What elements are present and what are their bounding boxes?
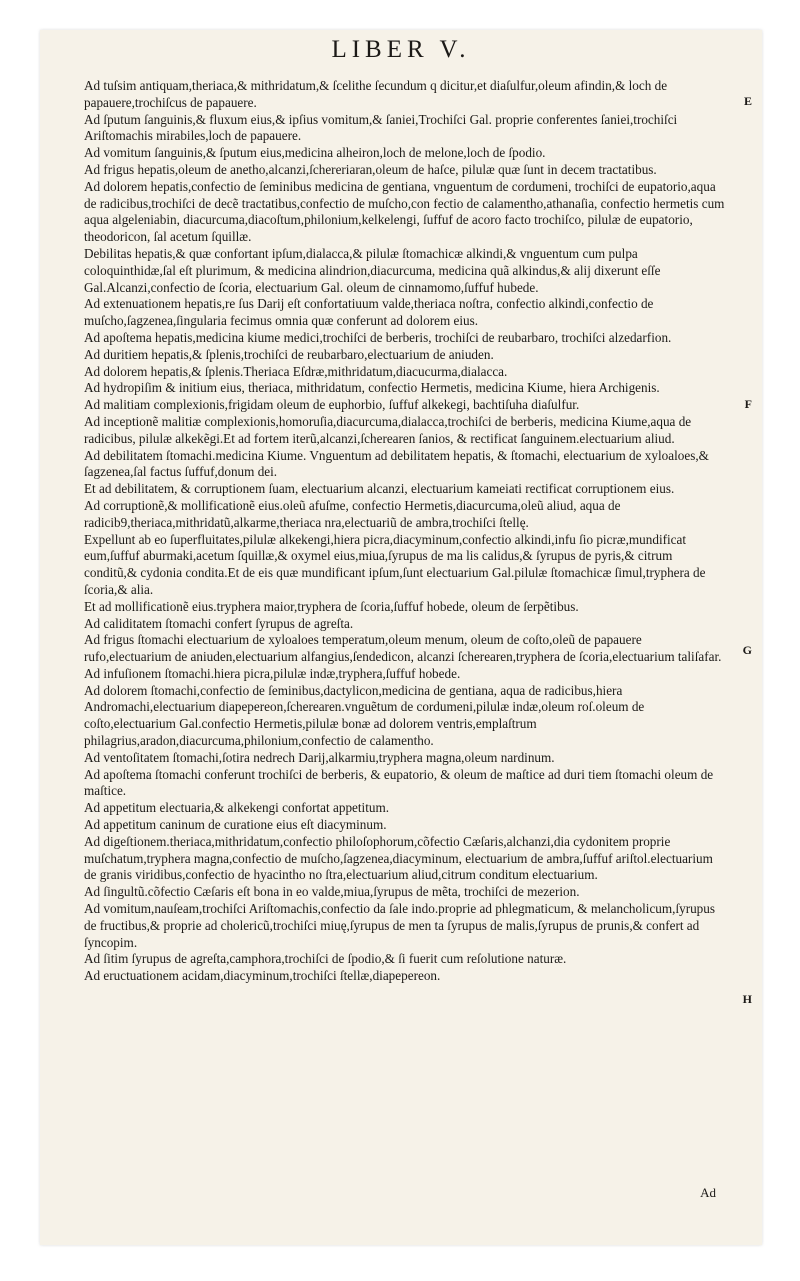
paragraph: Ad appetitum caninum de curatione eius eſt diacyminum.: [84, 817, 387, 833]
paragraph: Ad appetitum electuaria,& alkekengi confortat appetitum.: [84, 800, 390, 816]
paragraph: Et ad mollificationẽ eius.tryphera maior,tryphera de ſcoria,ſuffuf hobede, oleum de ſerpẽtibus.: [84, 598, 579, 614]
paragraph: Ad tuſsim antiquam,theriaca,& mithridatum,& ſcelithe ſecundum q dicitur,et diaſulfur,oleum afindin,& loch de papauere,trochiſcus de papauere.: [84, 78, 668, 110]
paragraph: Ad apoſtema ſtomachi conferunt trochiſci de berberis, & eupatorio, & oleum de maſtice ad duri tiem ſtomachi oleum de maſtice.: [84, 766, 714, 799]
paragraph: Ad digeſtionem.theriaca,mithridatum,confectio philoſophorum,cõfectio Cæſaris,alchanzi,dia cydonitem proprie muſchatum,tryphera magna,confectio de muſcho,ſagzenea,diacyminum, electuarium de ambra,ſuffuf ariſtol.electuarium de granis viridibus,confectio de hyacintho no ſtra,electuarium aliud,citrum conditum electuarium.: [84, 833, 713, 883]
paragraph: Ad extenuationem hepatis,re ſus Darij eſt confortatiuum valde,theriaca noſtra, confectio alkindi,confectio de muſcho,ſagzenea,ſingularia fecimus omnia quæ conferunt ad dolorem eius.: [84, 296, 654, 329]
paragraph: Ad frigus hepatis,oleum de anetho,alcanzi,ſchereriaran,oleum de haſce, pilulæ quæ ſunt in decem tractatibus.: [84, 161, 657, 177]
paragraph: Ad vomitum,nauſeam,trochiſci Ariſtomachis,confectio da ſale indo.proprie ad phlegmaticum, & melancholicum,ſyrupus de fructibus,& proprie ad cholericũ,trochiſci miuę,ſyrupus de men ta ſyrupus de malis,ſyrupus de prunis,& confert ad ſyncopim.: [84, 901, 716, 950]
margin-letter-h: H: [742, 992, 752, 1006]
catchword: Ad: [700, 1185, 716, 1200]
paragraph: Ad malitiam complexionis,frigidam oleum de euphorbio, ſuffuf alkekegi, bachtiſuha diaſulfur.: [84, 397, 580, 413]
book-page: [40, 30, 762, 1245]
margin-letter-f: F: [744, 397, 752, 411]
paragraph: Ad ſputum ſanguinis,& fluxum eius,& ipſius vomitum,& ſaniei,Trochiſci Gal. proprie conferentes ſaniei,trochiſci Ariſtomachis mirabiles,loch de papauere.: [84, 111, 678, 144]
margin-letter-g: G: [742, 643, 752, 657]
paragraph: Ad dolorem ſtomachi,confectio de ſeminibus,dactylicon,medicina de gentiana, aqua de radicibus,hiera Andromachi,electuarium diapepereon,ſcherearen.vnguẽtum de cordumeni,pilulæ indæ,oleum roſ.oleum de coſto,electuarium Gal.confectio Hermetis,pilulæ bonæ ad dolorem ventris,emplaſtrum philagrius,aradon,diacurcuma,philonium,confectio de calamentho.: [84, 682, 645, 749]
paragraph: Ad ſingultũ.cõfectio Cæſaris eſt bona in eo valde,miua,ſyrupus de mẽta, trochiſci de mezerion.: [84, 884, 580, 900]
paragraph: Ad ſitim ſyrupus de agreſta,camphora,trochiſci de ſpodio,& ſi fuerit cum reſolutione naturæ.: [84, 951, 567, 967]
paragraph: Ad inceptionẽ malitiæ complexionis,homoruſia,diacurcuma,dialacca,trochiſci de berberis, medicina Kiume,aqua de radicibus, pilulæ alkekẽgi.Et ad fortem iterũ,alcanzi,ſcherearen ſanios, & rectificat ſanguinem.electuarium aliud.: [84, 413, 692, 446]
paragraph: Expellunt ab eo ſuperfluitates,pilulæ alkekengi,hiera picra,diacyminum,confectio alkindi,infu ſio picræ,mundificat eum,ſuffuf aburmaki,acetum ſquillæ,& oxymel eius,miua,ſyrupus de ma lis calidus,& ſyrupus de pyris,& citrum conditũ,& cydonia condita.Et de eis quæ mundificant ipſum,ſunt electuarium Gal.pilulæ ſtomachicæ ſimul,tryphera de ſcoria,& alia.: [84, 531, 706, 597]
paragraph: Ad duritiem hepatis,& ſplenis,trochiſci de reubarbaro,electuarium de aniuden.: [84, 346, 494, 362]
paragraph: Ad corruptionẽ,& mollificationẽ eius.oleũ afuſme, confectio Hermetis,diacurcuma,oleũ aliud, aqua de radicib9,theriaca,mithridatũ,alkarme,theriaca nra,electuariũ de ambra,trochiſci ſtellę.: [84, 497, 621, 530]
paragraph: Debilitas hepatis,& quæ confortant ipſum,dialacca,& pilulæ ſtomachicæ alkindi,& vnguentum cum pulpa coloquinthidæ,ſal eſt plurimum, & medicina alindrion,diacurcuma, medicina quã alkindus,& alij dixerunt eſſe Gal.Alcanzi,confectio de ſcoria, electuarium Gal. oleum de cinnamomo,ſuffuf hubede.: [84, 245, 661, 295]
paragraph: Ad apoſtema hepatis,medicina kiume medici,trochiſci de berberis, trochiſci de reubarbaro, trochiſci alzedarfion.: [84, 329, 672, 345]
paragraph: Ad eructuationem acidam,diacyminum,trochiſci ſtellæ,diapepereon.: [84, 968, 441, 984]
margin-letter-e: E: [743, 94, 752, 108]
paragraph: Ad frigus ſtomachi electuarium de xyloaloes temperatum,oleum menum, oleum de coſto,oleũ de papauere rufo,electuarium de aniuden,electuarium alfangius,ſendedicon, alcanzi ſcherearen,tryphera de ſcoria,electuarium taliſafar.: [84, 632, 722, 665]
paragraph: Ad hydropiſim & initium eius, theriaca, mithridatum, confectio Hermetis, medicina Kiume, hiera Archigenis.: [84, 380, 660, 396]
paragraph: Ad debilitatem ſtomachi.medicina Kiume. Vnguentum ad debilitatem hepatis, & ſtomachi, electuarium de xyloaloes,& ſagzenea,ſal factus ſuffuf,donum dei.: [84, 447, 709, 480]
paragraph: Ad caliditatem ſtomachi confert ſyrupus de agreſta.: [84, 615, 354, 631]
paragraph: Ad dolorem hepatis,confectio de ſeminibus medicina de gentiana, vnguentum de cordumeni, trochiſci de eupatorio,aqua de radicibus,trochiſci de decẽ tractatibus,confectio de muſcho,con fectio de calamentho,athanaſia, confectio hermetis cum aqua algeleniabin, diacurcuma,diacoſtum,philonium,kelkelengi, ſuffuf de acoro facto trochiſco, pilulæ de eupatorio, theodoricon, ſal acetum ſquillæ.: [84, 178, 725, 245]
paragraph: Ad infuſionem ſtomachi.hiera picra,pilulæ indæ,tryphera,ſuffuf hobede.: [84, 665, 461, 681]
paragraph: Ad ventoſitatem ſtomachi,ſotira nedrech Darij,alkarmiu,tryphera magna,oleum nardinum.: [84, 749, 555, 765]
paragraph: Et ad debilitatem, & corruptionem ſuam, electuarium alcanzi, electuarium kameiati rectificat corruptionem eius.: [84, 481, 675, 497]
text-block: [84, 78, 726, 985]
paragraph: Ad dolorem hepatis,& ſplenis.Theriaca Eſdræ,mithridatum,diacucurma,dialacca.: [84, 363, 508, 379]
paragraph: Ad vomitum ſanguinis,& ſputum eius,medicina alheiron,loch de melone,loch de ſpodio.: [84, 145, 546, 161]
page-title: LIBER V.: [331, 36, 471, 63]
